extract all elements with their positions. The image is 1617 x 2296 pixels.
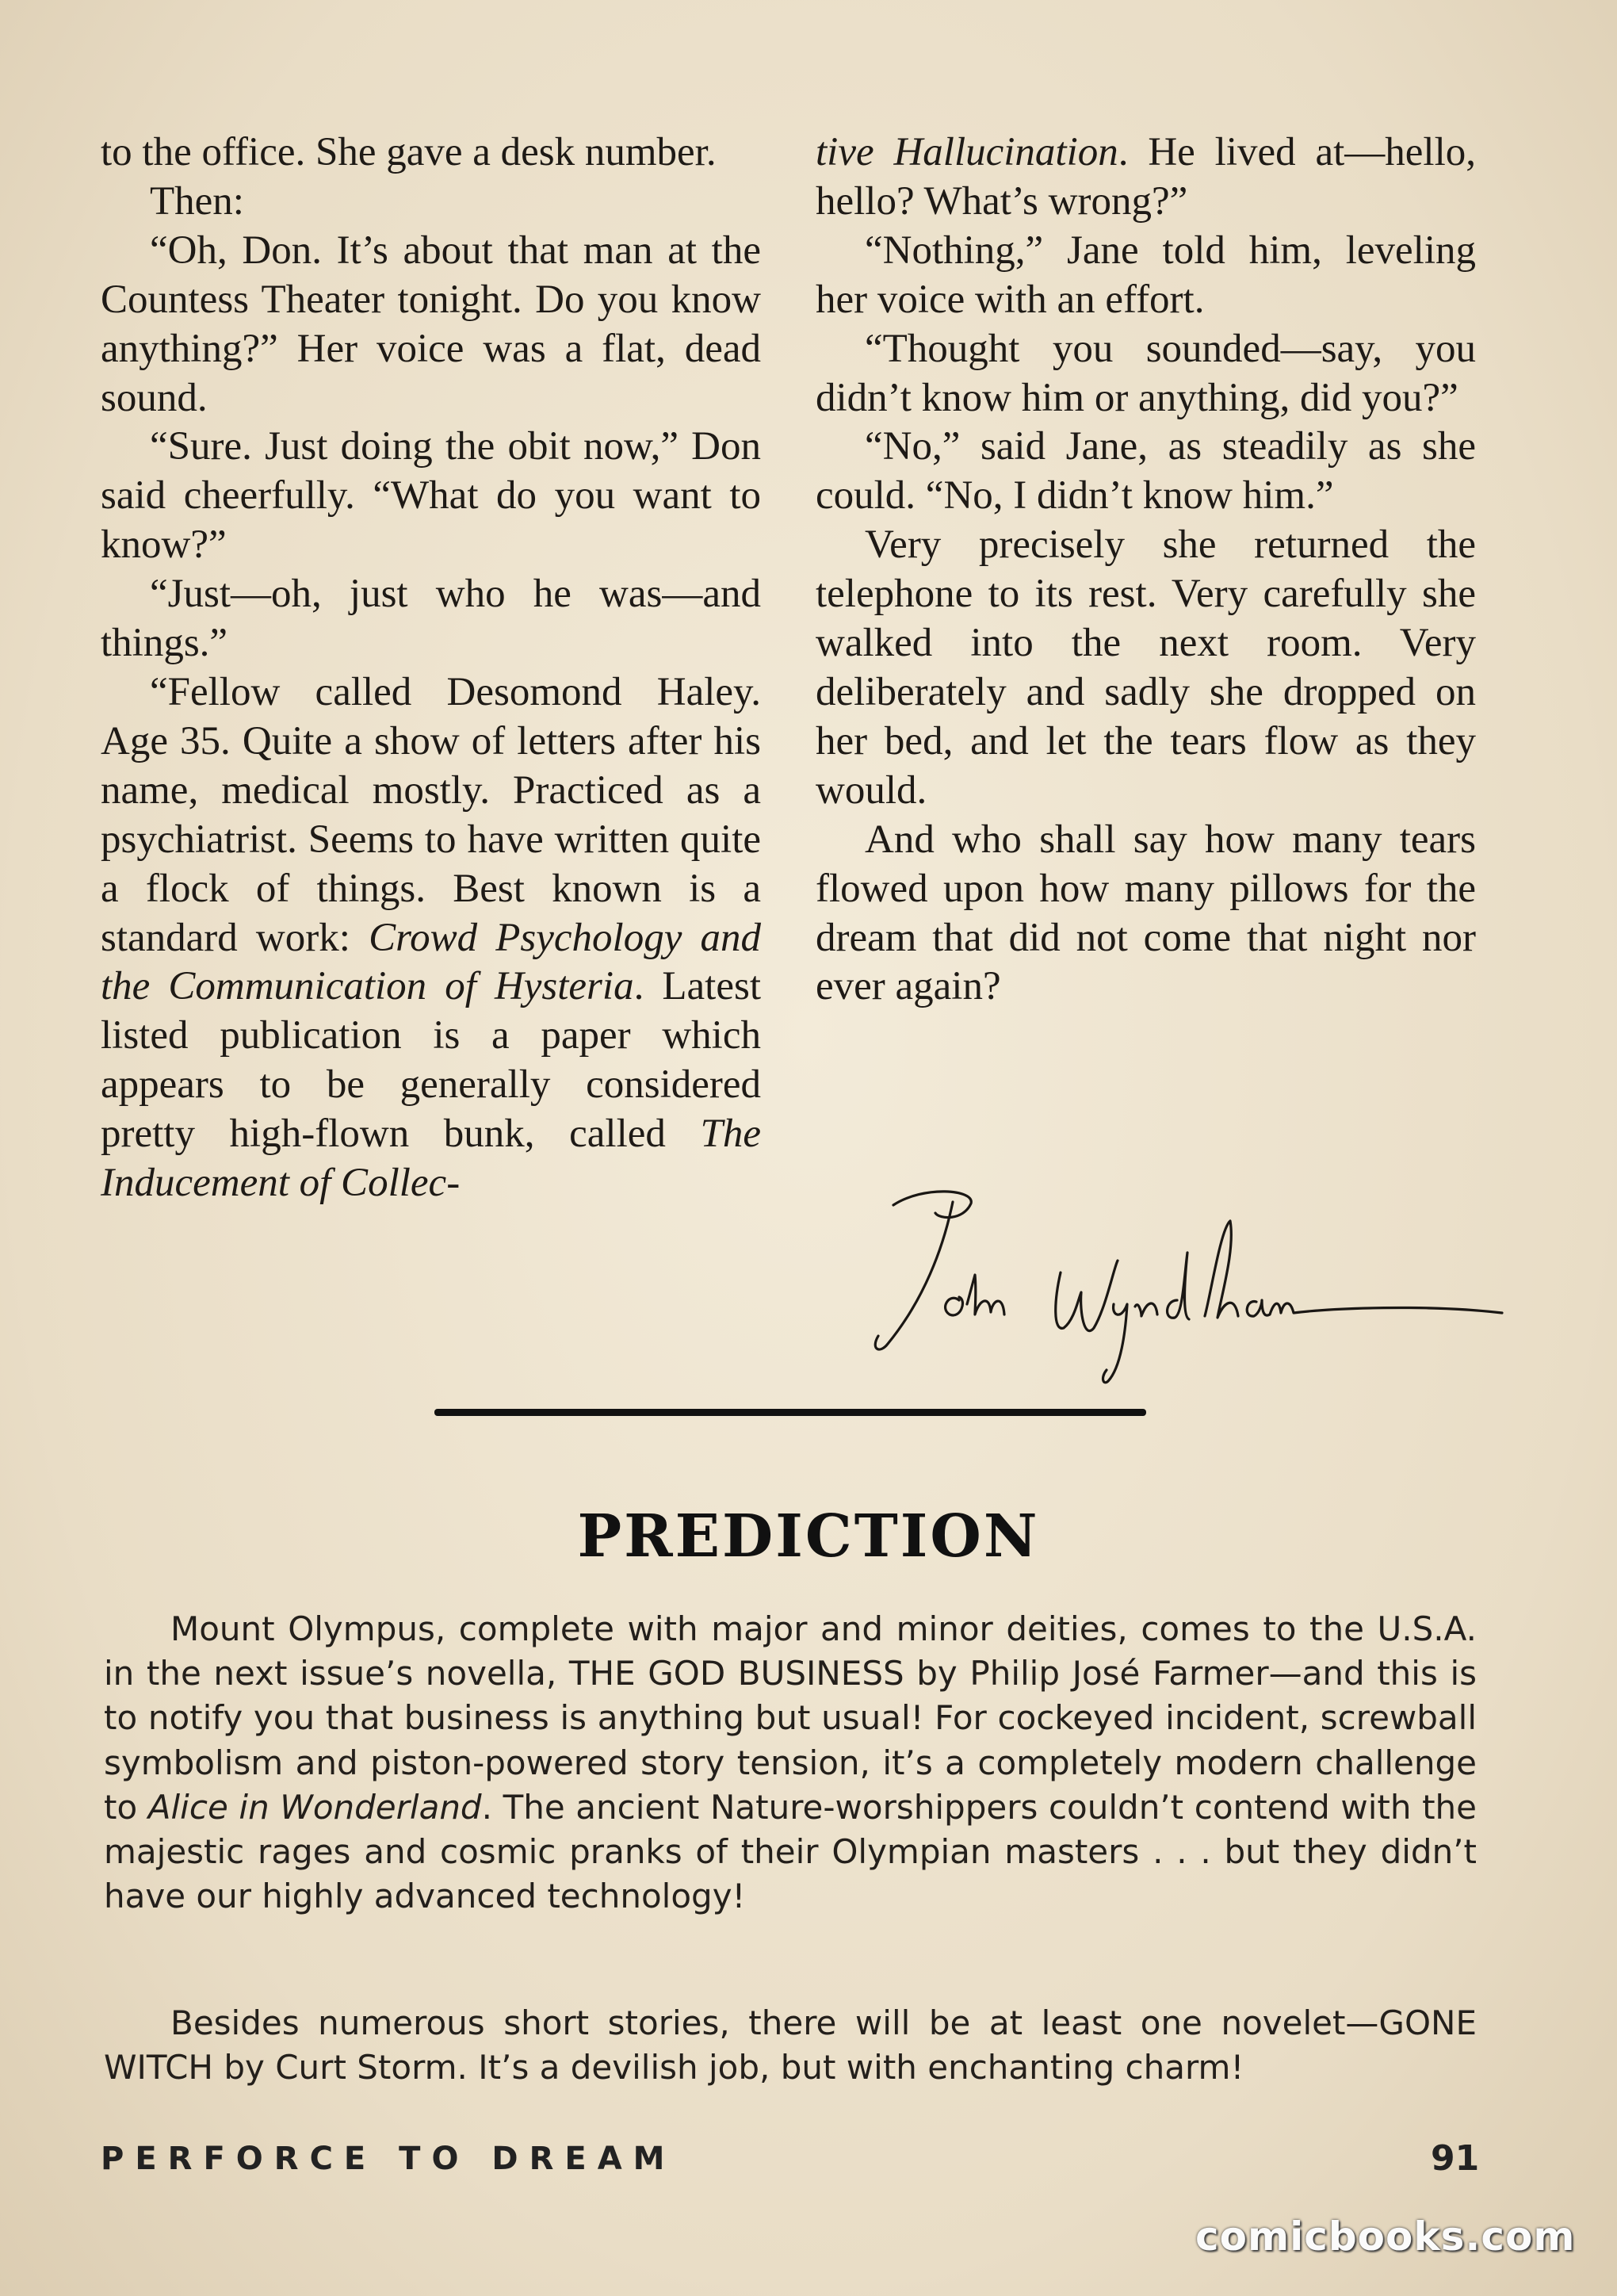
story-paragraph: Very precisely she returned the telephone to its rest. Very carefully she walked into the next room. Very deliberately and sadly she dropped on her bed, and let the tears flow as they would. [816, 522, 1476, 813]
story-paragraph: “Sure. Just doing the obit now,” Don said cheerfully. “What do you want to know?” [101, 424, 761, 568]
story-paragraph: “Oh, Don. It’s about that man at the Countess Theater tonight. Do you know anything?” Her voice was a flat, dead sound. [101, 228, 761, 420]
prediction-blurb [104, 1607, 1477, 1919]
story-paragraph: “Just—oh, just who he was—and things.” [101, 572, 761, 666]
author-signature [856, 1173, 1506, 1387]
book-title: Crowd Psychology and the Communication of Hysteria [101, 915, 761, 1009]
paper-title: The Inducement of Collec- [101, 1112, 761, 1206]
story-paragraph: Then: [150, 178, 244, 224]
story-paragraph: “Thought you sounded—say, you didn’t know him or anything, did you?” [816, 326, 1476, 420]
prediction-text: Mount Olympus, complete with major and minor deities, comes to the U.S.A. in the next issue’s novella, THE GOD BUSINESS by Philip José Farmer—and this is to notify you that business is anything but usual! For cockeyed incident, screwball symbolism and piston-powered story tension, it’s a completely modern challenge to [104, 1609, 1477, 1827]
story-paragraph: “Nothing,” Jane told him, leveling her voice with an effort. [816, 228, 1476, 322]
story-right-column [816, 128, 1476, 1012]
watermark: comicbooks.com [1195, 2214, 1576, 2260]
prediction-heading: PREDICTION [577, 1502, 1040, 1571]
prediction-text: . The ancient Nature-worshippers couldn’t contend with the majestic rages and cosmic pranks of their Olympian masters . . . but they didn’t have our highly advanced technology! [104, 1787, 1477, 1916]
prediction-blurb [104, 2001, 1477, 2090]
story-paragraph [816, 128, 1476, 227]
story-text: “Fellow called Desomond Haley. Age 35. Quite a show of letters after his name, medical mostly. Practiced as a psychiatrist. Seems to have written quite a flock of things. Best known is a standard work: [101, 669, 761, 960]
section-divider [434, 1409, 1146, 1416]
story-paragraph: to the office. She gave a desk number. [101, 130, 717, 174]
prediction-paragraph [104, 1607, 1477, 1919]
story-text: . He lived at—hello, hello? What’s wrong?” [816, 130, 1476, 224]
page-number: 91 [1431, 2138, 1480, 2179]
book-title: Alice in Wonderland [147, 1787, 482, 1827]
paper-title: tive Hallucination [816, 130, 1118, 174]
story-paragraph [101, 668, 761, 1208]
prediction-paragraph: Besides numerous short stories, there will be at least one novelet—GONE WITCH by Curt Storm. It’s a devilish job, but with enchanting charm! [104, 2003, 1477, 2087]
story-paragraph: And who shall say how many tears flowed upon how many pillows for the dream that did not come that night nor ever again? [816, 817, 1476, 1009]
story-left-column [101, 128, 761, 1208]
running-title: PERFORCE TO DREAM [101, 2141, 676, 2177]
story-text: . Latest listed publication is a paper which appears to be generally considered pretty high-flown bunk, called [101, 964, 761, 1157]
story-paragraph: “No,” said Jane, as steadily as she could. “No, I didn’t know him.” [816, 424, 1476, 519]
